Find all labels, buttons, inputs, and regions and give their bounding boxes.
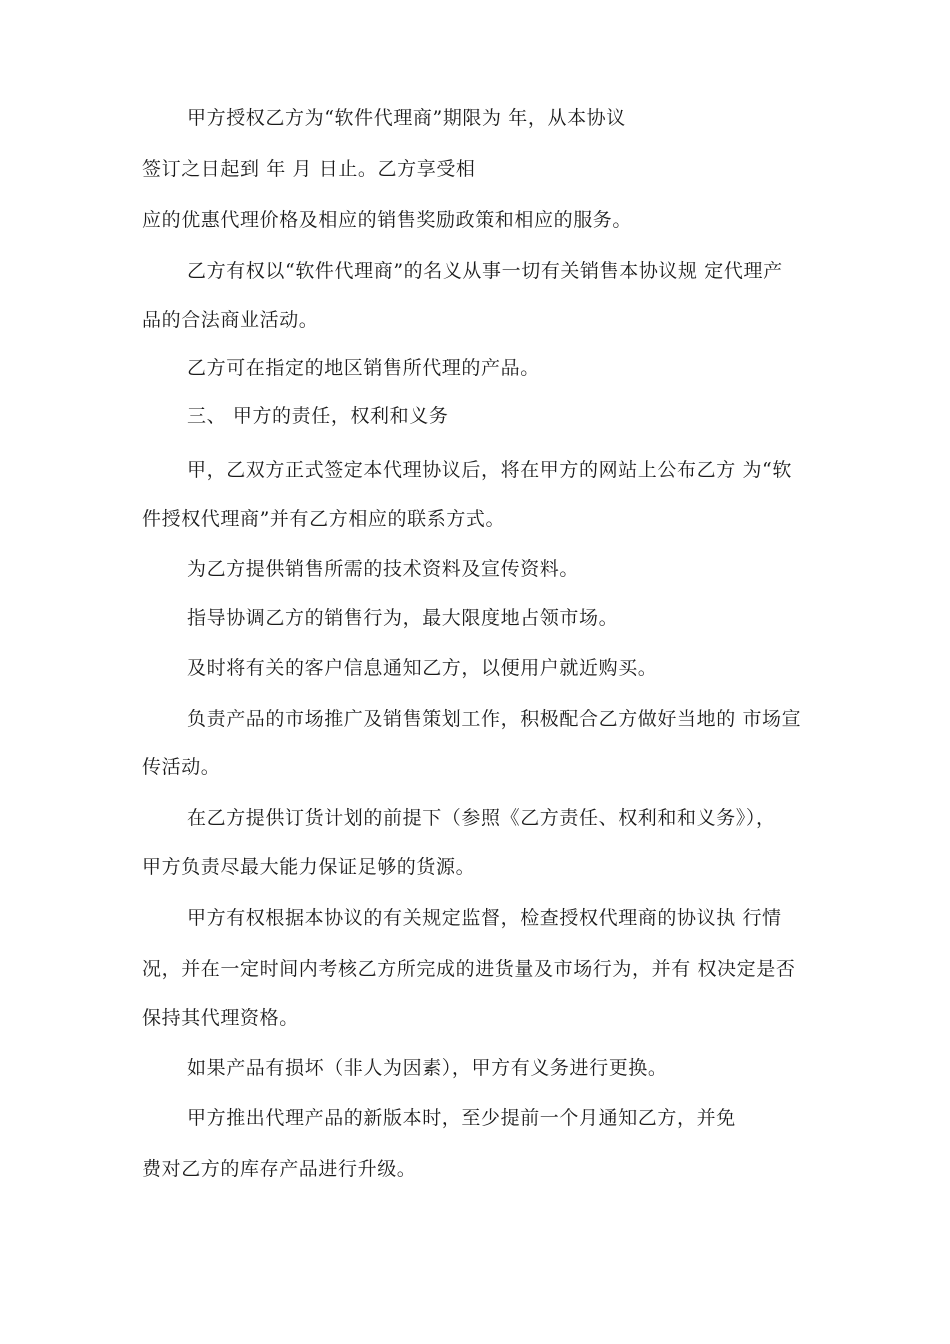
text-line: 负责产品的市场推广及销售策划工作，积极配合乙方做好当地的 市场宣: [187, 708, 802, 730]
text-line: 甲方有权根据本协议的有关规定监督，检查授权代理商的协议执 行情: [187, 907, 782, 929]
text-line: 品的合法商业活动。: [142, 309, 319, 331]
text-line: 在乙方提供订货计划的前提下（参照《乙方责任、权利和和义务》），: [187, 807, 776, 829]
text-line: 甲方授权乙方为“软件代理商”期限为 年，从本协议: [187, 107, 626, 129]
text-line: 况，并在一定时间内考核乙方所完成的进货量及市场行为，并有 权决定是否: [142, 958, 796, 980]
text-line: 甲，乙双方正式签定本代理协议后，将在甲方的网站上公布乙方 为“软: [187, 459, 792, 481]
text-line: 应的优惠代理价格及相应的销售奖励政策和相应的服务。: [142, 209, 633, 231]
text-line: 及时将有关的客户信息通知乙方，以便用户就近购买。: [187, 657, 658, 679]
text-line: 为乙方提供销售所需的技术资料及宣传资料。: [187, 558, 580, 580]
text-line: 传活动。: [142, 756, 221, 778]
text-line: 费对乙方的库存产品进行升级。: [142, 1158, 417, 1180]
text-line: 如果产品有损坏（非人为因素），甲方有义务进行更换。: [187, 1057, 668, 1079]
text-line: 件授权代理商”并有乙方相应的联系方式。: [142, 508, 506, 530]
section-heading: 三、 甲方的责任，权利和义务: [187, 405, 449, 427]
text-line: 签订之日起到 年 月 日止。乙方享受相: [142, 158, 476, 180]
text-line: 乙方可在指定的地区销售所代理的产品。: [187, 357, 540, 379]
text-line: 乙方有权以“软件代理商”的名义从事一切有关销售本协议规 定代理产: [187, 260, 783, 282]
text-line: 保持其代理资格。: [142, 1007, 299, 1029]
text-line: 甲方推出代理产品的新版本时，至少提前一个月通知乙方，并免: [187, 1107, 736, 1129]
text-line: 甲方负责尽最大能力保证足够的货源。: [142, 856, 476, 878]
text-line: 指导协调乙方的销售行为，最大限度地占领市场。: [187, 607, 619, 629]
